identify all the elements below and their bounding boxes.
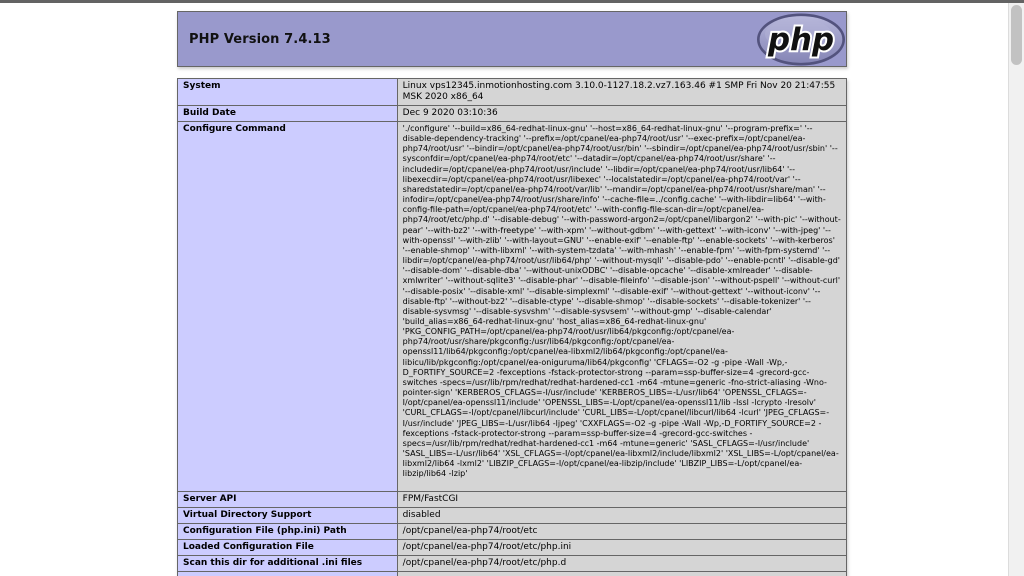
info-value: Dec 9 2020 03:10:36 [397, 106, 846, 122]
table-row-partial [178, 572, 847, 576]
table-row [178, 540, 847, 556]
configure-command-text: './configure' '--build=x86_64-redhat-linux-gnu' '--host=x86_64-redhat-linux-gnu' '--program-prefix=' '--disable-dependency-tracking' '--prefix=/opt/cpanel/ea-php74/root/usr' '--exec-prefix=/opt/cpanel/ea-php74/root/usr' '--bindir=/opt/cpanel/ea-php74/root/usr/bin' '--sbindir=/opt/cpanel/ea-php74/root/usr/sbin' '--sysconfdir=/opt/cpanel/ea-php74/root/etc' '--datadir=/opt/cpanel/ea-php74/root/usr/share' '--includedir=/opt/cpanel/ea-php74/root/usr/include' '--libdir=/opt/cpanel/ea-php74/root/usr/lib64' '--libexecdir=/opt/cpanel/ea-php74/root/usr/libexec' '--localstatedir=/opt/cpanel/ea-php74/root/var' '--sharedstatedir=/opt/cpanel/ea-php74/root/var/lib' '--mandir=/opt/cpanel/ea-php74/root/usr/share/man' '--infodir=/opt/cpanel/ea-php74/root/usr/share/info' '--cache-file=../config.cache' '--with-libdir=lib64' '--with-config-file-path=/opt/cpanel/ea-php74/root/etc' '--with-config-file-scan-dir=/opt/cpanel/ea-php74/root/etc/php.d' '--disable-debug' '--with-password-argon2=/opt/cpanel/libargon2' '--with-pic' '--without-pear' '--with-bz2' '--with-freetype' '--with-xpm' '--without-gdbm' '--with-gettext' '--with-iconv' '--with-jpeg' '--with-openssl' '--with-zlib' '--with-layout=GNU' '--enable-exif' '--enable-ftp' '--enable-sockets' '--with-kerberos' '--enable-shmop' '--with-libxml' '--with-system-tzdata' '--with-mhash' '--enable-fpm' '--with-fpm-systemd' '--libdir=/opt/cpanel/ea-php74/root/usr/lib64/php' '--without-mysqli' '--disable-pdo' '--enable-pcntl' '--disable-gd' '--disable-dom' '--disable-dba' '--without-unixODBC' '--disable-opcache' '--disable-xmlreader' '--disable-xmlwriter' '--without-sqlite3' '--disable-phar' '--disable-fileinfo' '--disable-json' '--without-pspell' '--without-curl' '--disable-posix' '--disable-xml' '--disable-simplexml' '--disable-exif' '--without-gettext' '--without-iconv' '--disable-ftp' '--without-bz2' '--disable-ctype' '--disable-shmop' '--disable-sockets' '--disable-tokenizer' '--disable-sysvmsg' '--disable-sysvshm' '--disable-sysvsem' '--without-gmp' '--disable-calendar' 'build_alias=x86_64-redhat-linux-gnu' 'host_alias=x86_64-redhat-linux-gnu' 'PKG_CONFIG_PATH=/opt/cpanel/ea-php74/root/usr/lib64/pkgconfig:/opt/cpanel/ea-php74/root/usr/share/pkgconfig:/usr/lib64/pkgconfig:/opt/cpanel/ea-openssl11/lib64/pkgconfig:/opt/cpanel/ea-libxml2/lib64/pkgconfig:/opt/cpanel/ea-libicu/lib/pkgconfig:/opt/cpanel/ea-oniguruma/lib64/pkgconfig' 'CFLAGS=-O2 -g -pipe -Wall -Wp,-D_FORTIFY_SOURCE=2 -fexceptions -fstack-protector-strong --param=ssp-buffer-size=4 -grecord-gcc-switches -specs=/usr/lib/rpm/redhat/redhat-hardened-cc1 -m64 -mtune=generic -fno-strict-aliasing -Wno-pointer-sign' 'KERBEROS_CFLAGS=-I/usr/include' 'KERBEROS_LIBS=-L/usr/lib64' 'OPENSSL_CFLAGS=-I/opt/cpanel/ea-openssl11/include' 'OPENSSL_LIBS=-L/opt/cpanel/ea-openssl11/lib -lssl -lcrypto -lresolv' 'CURL_CFLAGS=-I/opt/cpanel/libcurl/include' 'CURL_LIBS=-L/opt/cpanel/libcurl/lib64 -lcurl' 'JPEG_CFLAGS=-I/usr/include' 'JPEG_LIBS=-L/usr/lib64 -ljpeg' 'CXXFLAGS=-O2 -g -pipe -Wall -Wp,-D_FORTIFY_SOURCE=2 -fexceptions -fstack-protector-strong --param=ssp-buffer-size=4 -grecord-gcc-switches -specs=/usr/lib/rpm/redhat/redhat-hardened-cc1 -m64 -mtune=generic' 'SASL_CFLAGS=-I/usr/include' 'SASL_LIBS=-L/usr/lib64' 'XSL_CFLAGS=-I/opt/cpanel/ea-libxml2/include/libxml2' 'XSL_LIBS=-L/opt/cpanel/ea-libxml2/lib64 -lxml2' 'LIBZIP_CFLAGS=-I/opt/cpanel/ea-libzip/include' 'LIBZIP_LIBS=-L/opt/cpanel/ea-libzip/lib64 -lzip' [402, 124, 841, 479]
info-value: disabled [397, 508, 846, 524]
info-value: /opt/cpanel/ea-php74/root/etc [397, 524, 846, 540]
info-value: Linux vps12345.inmotionhosting.com 3.10.0-1127.18.2.vz7.163.46 #1 SMP Fri Nov 20 21:47:55 MSK 2020 x86_64 [397, 79, 846, 106]
table-row [178, 79, 847, 106]
table-row [178, 106, 847, 122]
info-label [178, 572, 398, 576]
info-label: Server API [178, 492, 398, 508]
info-label: Build Date [178, 106, 398, 122]
info-label: Configure Command [178, 122, 398, 492]
table-row [178, 524, 847, 540]
info-value: /opt/cpanel/ea-php74/root/etc/php.d [397, 556, 846, 572]
page-title: PHP Version 7.4.13 [189, 31, 331, 47]
info-value [397, 122, 846, 492]
info-label: Loaded Configuration File [178, 540, 398, 556]
php-logo-text: php [767, 21, 835, 58]
phpinfo-header [177, 11, 847, 67]
info-value: /opt/cpanel/ea-php74/root/etc/php.ini [397, 540, 846, 556]
phpinfo-table [177, 78, 847, 576]
info-value [397, 572, 846, 576]
info-label: Virtual Directory Support [178, 508, 398, 524]
table-row [178, 492, 847, 508]
window-top-edge [0, 0, 1024, 3]
content-column [177, 0, 847, 576]
table-row [178, 122, 847, 492]
info-label: System [178, 79, 398, 106]
php-logo-link[interactable] [757, 13, 845, 66]
table-row [178, 556, 847, 572]
info-value: FPM/FastCGI [397, 492, 846, 508]
info-label: Scan this dir for additional .ini files [178, 556, 398, 572]
header-cell [178, 12, 847, 67]
table-row [178, 508, 847, 524]
info-label: Configuration File (php.ini) Path [178, 524, 398, 540]
php-logo-icon [757, 13, 845, 66]
scrollbar-thumb[interactable] [1011, 5, 1022, 65]
vertical-scrollbar[interactable] [1008, 3, 1024, 576]
